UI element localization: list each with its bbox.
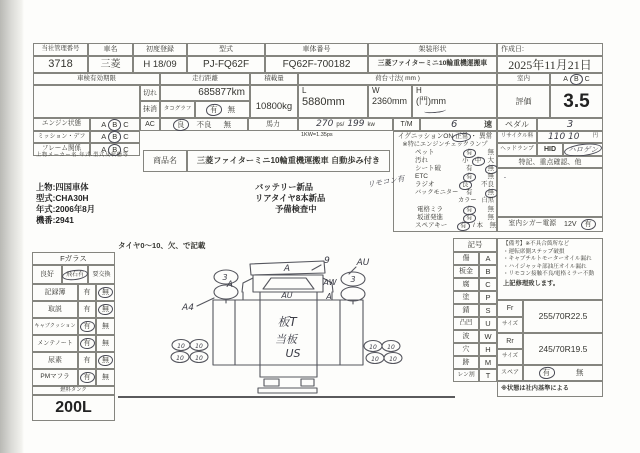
- mission-b-circled: B: [112, 132, 118, 142]
- product-name-label: 商品名: [143, 150, 187, 172]
- ignition-ng: 異常: [478, 133, 493, 141]
- tm-value-cell: [420, 118, 497, 131]
- front-glass-good: 良好: [32, 265, 62, 284]
- tire-depth-rr2: 10: [387, 344, 395, 351]
- dim-l-cell: [298, 85, 368, 118]
- shaken-erased: 抹消: [140, 101, 160, 118]
- mark-aw: AW: [323, 278, 337, 287]
- front-glass-chip-circled: 飛石有: [65, 271, 84, 278]
- pen-swoosh: [424, 107, 446, 114]
- pet-label: ペット: [415, 148, 435, 156]
- body-shape-label: 架装形状: [368, 43, 497, 56]
- symbols-header: 記号: [453, 238, 497, 252]
- pm-muffler-yes-circled: 有: [83, 374, 91, 381]
- symbol-lens-crack-code: T: [479, 369, 497, 382]
- chassis-no-label: 車体番号: [265, 43, 368, 56]
- pm-muffler-yes-cell: [78, 369, 96, 386]
- dim-w-cell: [368, 85, 412, 118]
- shaken-empty-cell: [33, 85, 140, 118]
- tachograph-options: [195, 101, 250, 118]
- tire-marking-note: タイヤ0〜10、欠、で記載: [118, 241, 206, 251]
- created-date-label: 作成日:: [497, 43, 603, 56]
- model-value: PJ-FQ62F: [187, 56, 265, 73]
- urea-no-circled: 無: [102, 357, 109, 364]
- mark-board: 板T: [277, 315, 297, 329]
- front-glass-header: Fガラス: [32, 252, 115, 265]
- front-tire-size-label: サイズ: [497, 317, 523, 333]
- spare-tire-no: 無: [576, 368, 584, 378]
- front-right-tire-2: [341, 287, 365, 301]
- mark-au-center: AU: [281, 291, 293, 300]
- remarks-line-jack-oil: ・ハイジャッキ部油圧オイル漏れ: [503, 263, 587, 270]
- tail-lamp-right: [301, 379, 314, 386]
- car-name-value: 三菱: [88, 56, 133, 73]
- cigar-power-yes-circled: 有: [584, 221, 592, 228]
- tire-depth-rl2: 10: [195, 343, 203, 350]
- car-name-label: 車名: [88, 43, 133, 56]
- power-mirror-yes-circled: 有: [466, 205, 473, 213]
- hill-start-label: 坂道発進: [417, 213, 443, 221]
- seat-tear-no-circled: 無: [487, 164, 494, 172]
- maintenance-note-no: 無: [96, 335, 115, 352]
- load-value: 10800kg: [250, 85, 298, 118]
- tachograph-yes-circled: 有: [210, 104, 218, 114]
- spare-tire-label: スペア: [497, 365, 523, 381]
- frame-a: A: [101, 144, 107, 154]
- mark-us: US: [285, 347, 301, 360]
- etc-options: [466, 173, 494, 181]
- headlamp-halogen-cell: [563, 143, 603, 156]
- pm-muffler-no: 無: [96, 369, 115, 386]
- symbol-mark-code: M: [479, 356, 497, 369]
- ignition-sep: ・: [470, 133, 477, 141]
- dirt-large: 大: [487, 156, 494, 164]
- spare-key-label: スペアキー: [415, 221, 448, 229]
- tire-depth-rr4: 10: [389, 356, 397, 363]
- scan-edge: [0, 0, 24, 453]
- dirt-options: [462, 157, 494, 165]
- load-header: 積載量: [250, 73, 298, 85]
- cab-cushion-no: 無: [96, 318, 115, 335]
- headlamp-halogen-handwritten-circled: ハロゲン: [568, 144, 598, 154]
- recycle-fee-label: リサイクル料: [497, 131, 537, 143]
- symbol-lens-crack: レン割: [453, 369, 479, 382]
- ignition-note: ※特にエンジンチェックランプ: [402, 140, 488, 148]
- hill-start-no: 無: [487, 213, 494, 221]
- hp-value-cell: [298, 118, 393, 131]
- model-label: 型式: [187, 43, 265, 56]
- mark-a-right: A: [326, 292, 332, 301]
- cab-left-flare: [242, 278, 253, 292]
- spare-tire-yes-circled: 有: [542, 368, 550, 378]
- battery-note: バッテリー新品: [255, 182, 314, 193]
- symbol-paint-code: P: [479, 291, 497, 304]
- dim-l-value: 5880mm: [302, 96, 345, 108]
- interior-grade-a: A: [563, 75, 568, 83]
- radio-good-circled: 良: [462, 180, 469, 188]
- dim-w-value: 2360mm: [372, 96, 408, 106]
- manual-no-cell: [96, 301, 115, 318]
- symbol-dent-code: U: [479, 317, 497, 330]
- symbol-hole-code: H: [479, 343, 497, 356]
- tire-depth-rr1: 10: [369, 344, 377, 351]
- body-year-line: 年式:2006年8月: [36, 204, 96, 215]
- pm-muffler-label: PMマフラ: [32, 369, 78, 386]
- condition-standard-note: ※状態は社内基準による: [497, 381, 603, 397]
- dims-header: 荷台寸法( mm ): [298, 73, 497, 85]
- dim-h-label: H: [416, 86, 422, 95]
- dim-w-label: W: [372, 86, 380, 95]
- rear-tire-label: Rr: [497, 333, 523, 349]
- hill-start-options: [466, 214, 494, 222]
- tm-label: T/M: [393, 118, 420, 131]
- front-glass-chip-cell: [62, 265, 88, 284]
- pedal-value-handwritten: 3: [566, 118, 574, 130]
- hp-ps-handwritten: 270: [316, 119, 334, 129]
- urea-label: 尿素: [32, 352, 78, 369]
- mission-a: A: [101, 132, 107, 142]
- product-name-value: 三菱ファイターミニ10輪重機運搬車 自動歩み付き: [187, 150, 390, 172]
- mileage-header: 走行距離: [160, 73, 250, 85]
- maintenance-note-label: メンテノート: [32, 335, 78, 352]
- frame-c: C: [123, 144, 129, 154]
- ac-good-circled: 良: [177, 119, 185, 129]
- created-date-value: 2025年11月21日: [497, 56, 603, 73]
- shaken-header: 車検有効期限: [33, 73, 160, 85]
- interior-label: 室内: [497, 73, 550, 85]
- monitor-bw: 白黒: [481, 196, 494, 204]
- mission-diff-label: ミッション・デフ: [33, 131, 90, 143]
- tire-depth-rl4: 10: [195, 355, 203, 362]
- urea-yes: 有: [78, 352, 96, 369]
- radio-options: [462, 181, 494, 189]
- etc-no: 無: [487, 172, 494, 180]
- pedal-value-cell: [537, 118, 603, 131]
- section-divider-line: [118, 396, 455, 398]
- pet-no: 無: [487, 148, 494, 156]
- spare-key-options: [460, 222, 496, 230]
- cab-cushion-label: キャブクッション: [32, 318, 78, 335]
- symbol-rust-code: S: [479, 304, 497, 317]
- cigar-power-label: 室内シガー電源: [508, 220, 557, 228]
- pen-dot: .: [504, 171, 507, 180]
- pet-options: [466, 149, 494, 157]
- cigar-power-volt: 12V: [564, 221, 577, 228]
- recycle-fee-cell: [537, 131, 603, 143]
- symbol-hole: 穴: [453, 343, 479, 356]
- back-monitor-yes: 有: [466, 188, 473, 196]
- truck-diagram: [150, 240, 460, 400]
- dirt-small: 小: [462, 156, 469, 164]
- mgmt-no-label: 当社管理番号: [33, 43, 88, 56]
- cab-cushion-yes-cell: [78, 318, 96, 335]
- record-book-no-circled: 無: [102, 289, 109, 296]
- cigar-power-cell: [497, 217, 603, 232]
- special-notes-header: 特記、重点確認、他: [497, 156, 603, 168]
- body-model-line: 型式:CHA30H: [36, 193, 89, 204]
- record-book-no-cell: [96, 284, 115, 301]
- remarks-line-remote: ・リモコン接触不良/電格ミラー不動: [503, 271, 595, 278]
- engine-state-grade: [90, 118, 140, 131]
- remarks-title: 【備考】※不具合箇所など: [503, 241, 570, 248]
- front-tire-label: Fr: [497, 300, 523, 317]
- dirt-label: 汚れ: [415, 156, 428, 164]
- record-book-label: 記録簿: [32, 284, 78, 301]
- frame-label: フレーム関係: [33, 143, 90, 156]
- recycle-fee-handwritten: 110 10: [548, 131, 580, 142]
- hp-label: 馬力: [248, 118, 298, 131]
- front-glass-replace: 要交換: [88, 265, 115, 284]
- symbol-scratch-code: A: [479, 252, 497, 265]
- mark-three-right: 3: [350, 275, 356, 284]
- ignition-label: イグニッションON: [397, 133, 454, 141]
- mark-atari-board: 当板: [275, 333, 297, 346]
- symbol-rot-code: C: [479, 278, 497, 291]
- remarks-line-step: ・運転席側ステップ破損: [503, 248, 565, 255]
- radio-label: ラジオ: [415, 180, 435, 188]
- mission-diff-grade: [90, 131, 140, 143]
- mission-c: C: [123, 132, 129, 142]
- mark-a4-left: A4: [182, 303, 194, 313]
- hp-ps-unit: ps/: [336, 121, 345, 128]
- spare-key-no: 無: [489, 221, 496, 229]
- ac-label: AC: [140, 118, 160, 131]
- maintenance-note-yes-circled: 有: [83, 340, 91, 347]
- headlamp-label: ヘッドランプ: [497, 143, 537, 156]
- frame-b-circled: B: [112, 144, 118, 154]
- tm-value-handwritten: 6: [451, 118, 458, 130]
- nine-arrow: [312, 265, 321, 270]
- interior-grade-c: C: [584, 75, 590, 83]
- power-mirror-no: 無: [487, 205, 494, 213]
- manual-label: 取説: [32, 301, 78, 318]
- spare-key-yes-circled: 有: [460, 221, 467, 229]
- symbol-mark: 跡: [453, 356, 479, 369]
- tail-lamp-left: [264, 379, 279, 386]
- symbol-dent: 凸凹: [453, 317, 479, 330]
- engine-c: C: [123, 119, 129, 129]
- tachograph-label: タコグラフ: [160, 101, 195, 118]
- symbol-rot: 腐: [453, 278, 479, 291]
- manual-no-circled: 無: [102, 306, 109, 313]
- symbol-wave: 波: [453, 330, 479, 343]
- hill-start-yes-circled: 有: [466, 213, 473, 221]
- rear-tire-size-label: サイズ: [497, 349, 523, 365]
- tire-depth-rr3: 10: [371, 356, 379, 363]
- tm-unit: 速: [484, 119, 492, 129]
- mileage-value: 685877km: [160, 85, 250, 101]
- radio-bad: 不良: [481, 180, 494, 188]
- spare-tire-options: [523, 365, 603, 381]
- back-monitor-no-circled: 無: [487, 188, 494, 196]
- back-monitor-label: バックモニター: [415, 188, 459, 196]
- recycle-fee-unit: 円: [592, 133, 598, 140]
- maintenance-note-yes-cell: [78, 335, 96, 352]
- engine-b-circled: B: [112, 119, 118, 129]
- windshield-outline: [263, 278, 314, 289]
- dim-l-label: L: [302, 86, 307, 95]
- rating-value: 3.5: [550, 85, 603, 118]
- mark-three-left: 3: [222, 273, 228, 282]
- first-reg-label: 初度登録: [133, 43, 187, 56]
- symbol-panel-code: B: [479, 265, 497, 278]
- engine-state-label: エンジン状態: [33, 118, 90, 131]
- hp-kw-unit: kw: [367, 121, 375, 128]
- hp-kw-handwritten: 199: [347, 119, 365, 129]
- ac-options: [160, 118, 248, 131]
- pre-inspection-note: 予備検査中: [275, 204, 317, 215]
- manual-yes: 有: [78, 301, 96, 318]
- fuel-tank-header: 燃料タンク: [32, 386, 115, 395]
- dim-h-cell: [412, 85, 497, 118]
- mark-a-left: A: [226, 280, 234, 290]
- symbol-paint: 塗: [453, 291, 479, 304]
- tire-depth-rl1: 10: [177, 343, 185, 350]
- interior-grade-b-circled: B: [573, 75, 579, 83]
- remarks-footer: 上記修理致します。: [503, 280, 560, 288]
- spare-key-count: / 本: [472, 221, 484, 229]
- rear-tire-size-value: 245/70R19.5: [523, 333, 603, 365]
- mark-nine: 9: [324, 256, 330, 266]
- seat-tear-yes: 有: [466, 164, 473, 172]
- symbol-scratch: 傷: [453, 252, 479, 265]
- rear-tire-note: リアタイヤ8本新品: [255, 193, 326, 204]
- au-arrow-right: [349, 267, 356, 274]
- chassis-no-value: FQ62F-700182: [265, 56, 368, 73]
- rear-bumper: [258, 388, 317, 393]
- ac-none: 無: [223, 119, 231, 129]
- a4-arrow-left: [197, 298, 214, 306]
- body-serial-line: 機番:2941: [36, 215, 74, 226]
- ignition-ok-circled: 正常: [455, 133, 469, 141]
- mark-deck-a: A: [283, 264, 291, 274]
- body-maker-line: 上物:四国車体: [36, 182, 89, 193]
- body-shape-value: 三菱ファイターミニ10輪重機運搬車: [368, 56, 497, 73]
- seat-tear-label: シート破: [415, 164, 441, 172]
- monitor-color: カラー: [458, 196, 477, 204]
- cab-cushion-yes-circled: 有: [83, 323, 91, 330]
- urea-no-cell: [96, 352, 115, 369]
- rating-label: 評価: [497, 85, 550, 118]
- engine-a: A: [101, 119, 107, 129]
- remote-handwritten-note: リモコン有: [366, 174, 406, 190]
- remarks-line-tilt-motor: ・キャブチルトモーターオイル漏れ: [503, 256, 592, 263]
- interior-grade: [550, 73, 603, 85]
- kw-conversion-note: 1KW=1.35ps: [301, 132, 333, 139]
- dim-h-value: (門)mm: [416, 96, 446, 106]
- ac-bad: 不良: [196, 119, 212, 129]
- pet-yes-circled: 有: [466, 148, 473, 156]
- first-reg-value: H 18/09: [133, 56, 187, 73]
- headlamp-hid: HID: [537, 143, 563, 156]
- shaken-expired: 切れ: [140, 85, 160, 101]
- record-book-yes: 有: [78, 284, 96, 301]
- body-maker-note: 上物メーカー名.年式.型式及状態等: [36, 152, 129, 159]
- back-monitor-options: [466, 189, 494, 197]
- pedal-label: ペダル: [497, 118, 537, 131]
- tire-depth-rl3: 10: [176, 355, 184, 362]
- front-tire-size-value: 255/70R22.5: [523, 300, 603, 333]
- dirt-mid-circled: 中: [474, 156, 482, 164]
- symbol-panel: 板金: [453, 265, 479, 278]
- mgmt-no-value: 3718: [33, 56, 88, 73]
- special-notes-box: [497, 168, 603, 217]
- etc-yes-circled: 有: [466, 172, 473, 180]
- symbol-rust: 錆: [453, 304, 479, 317]
- power-mirror-label: 電格ミラ: [417, 205, 443, 213]
- fuel-tank-value: 200L: [32, 395, 115, 421]
- symbol-wave-code: W: [479, 330, 497, 343]
- monitor-color-options: [458, 197, 494, 205]
- etc-label: ETC: [415, 172, 428, 180]
- tachograph-no: 無: [227, 104, 235, 114]
- mark-au-top-right: AU: [356, 258, 370, 268]
